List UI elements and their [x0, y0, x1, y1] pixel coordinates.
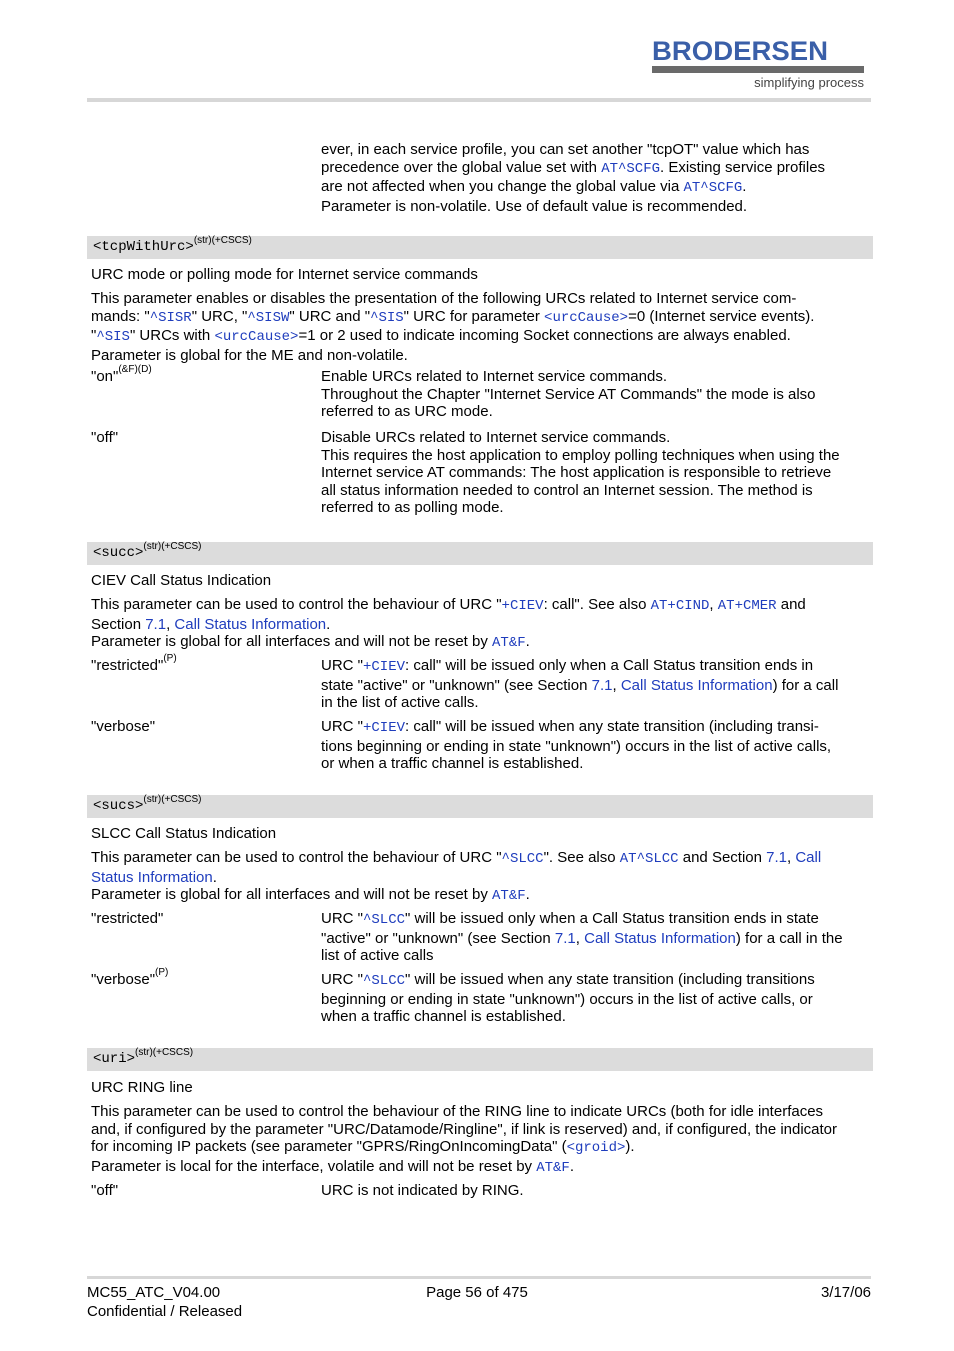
link-at-f[interactable]: AT&F: [492, 635, 526, 651]
link-at-f[interactable]: AT&F: [536, 1159, 570, 1176]
param-title: URC RING line: [91, 1079, 193, 1096]
text-line: ever, in each service profile, you can set another "tcpOT" value which has: [321, 141, 810, 158]
param-name: <succ>$^{(str)(+CSCS)}$: [93, 541, 202, 561]
logo-wordmark: BRODERSEN: [652, 36, 828, 66]
value-label-restricted: "restricted": [91, 910, 164, 927]
link-at-cmer[interactable]: AT+CMER: [717, 598, 777, 614]
value-label-restricted: "restricted"$^{(P)}$: [91, 653, 177, 674]
logo-underline-bar: [652, 66, 864, 73]
link-ciev[interactable]: +CIEV: [363, 720, 406, 736]
value-description-verbose: URC "+CIEV: call" will be issued when any state transition (including transi- tions beginning or ending in state "unknown") occurs in the list of active calls, or when a traffic channel is established.: [321, 718, 832, 772]
link-sis[interactable]: ^SIS: [370, 309, 404, 326]
link-urccause[interactable]: <urcCause>: [214, 329, 299, 345]
link-slcc[interactable]: ^SLCC: [501, 851, 544, 867]
link-section-7-1[interactable]: 7.1: [145, 615, 167, 633]
link-urccause[interactable]: <urcCause>: [544, 309, 629, 326]
footer-date: 3/17/06: [820, 1284, 871, 1301]
param-description: This parameter enables or disables the presentation of the following URCs related to Internet service com- mands: "^SISR" URC, "^SISW" URC and "^SIS" URC for parameter <urcCause>=0 (Internet service events). "^SIS" URCs with <urcCause>=1 or 2 used to indicate incoming Socket connections are always enabled. Parameter is global for the ME and non-volatile.: [91, 290, 815, 364]
brand-logo: [652, 37, 867, 90]
logo-tagline: simplifying process: [754, 75, 864, 90]
link-groid[interactable]: <groid>: [566, 1140, 626, 1156]
param-title: CIEV Call Status Indication: [91, 572, 272, 589]
link-call-status-information[interactable]: Call Status Information: [584, 929, 736, 947]
param-name: <uri>$^{(str)(+CSCS)}$: [93, 1047, 194, 1067]
value-label-on: "on"$^{(\&F)(D)}$: [91, 364, 152, 385]
text-line: precedence over the global value set with AT^SCFG. Existing service profiles: [321, 158, 826, 177]
param-name: <tcpWithUrc>$^{(str)(+CSCS)}$: [93, 235, 252, 255]
link-call-status-information[interactable]: Status Information: [91, 868, 213, 886]
param-description: This parameter can be used to control the behaviour of URC "^SLCC". See also AT^SLCC and Section 7.1, Call Status Information. Parameter is global for all interfaces and will not be reset by AT&F.: [91, 849, 822, 904]
value-description-off: URC is not indicated by RING.: [321, 1182, 524, 1199]
intro-paragraph: [321, 141, 871, 215]
link-at-slcc[interactable]: AT^SLCC: [619, 851, 679, 867]
link-sisr[interactable]: ^SISR: [149, 309, 192, 326]
link-sis[interactable]: ^SIS: [96, 329, 130, 345]
footer-status: Confidential / Released: [87, 1303, 243, 1320]
param-header-sucs: [87, 795, 873, 818]
param-title: URC mode or polling mode for Internet service commands: [91, 266, 478, 283]
link-slcc[interactable]: ^SLCC: [363, 973, 406, 989]
link-sisw[interactable]: ^SISW: [247, 309, 290, 326]
param-description: This parameter can be used to control the behaviour of URC "+CIEV: call". See also AT+CIND, AT+CMER and Section 7.1, Call Status Information. Parameter is global for all interfaces and will not be reset by AT&F.: [91, 596, 806, 651]
text-line: are not affected when you change the global value via AT^SCFG.: [321, 178, 747, 196]
param-name: <sucs>$^{(str)(+CSCS)}$: [93, 794, 202, 814]
value-label-verbose: "verbose"$^{(P)}$: [91, 967, 169, 988]
link-section-7-1[interactable]: 7.1: [591, 676, 613, 694]
footer-doc-id: MC55_ATC_V04.00: [87, 1284, 221, 1301]
link-ciev[interactable]: +CIEV: [363, 659, 406, 675]
footer-divider: [87, 1276, 871, 1279]
param-header-succ: [87, 542, 873, 565]
link-at-f[interactable]: AT&F: [492, 888, 526, 904]
link-ciev[interactable]: +CIEV: [501, 598, 544, 614]
value-label-off: "off": [91, 1182, 119, 1199]
value-description-on: Enable URCs related to Internet service commands. Throughout the Chapter "Internet Service AT Commands" the mode is also referred to as URC mode.: [321, 368, 816, 420]
link-call-status-information[interactable]: Call Status Information: [174, 615, 327, 633]
value-description-verbose: URC "^SLCC" will be issued when any state transition (including transitions beginning or ending in state "unknown") occurs in the list of active calls, or when a traffic channel is established.: [321, 971, 815, 1025]
link-at-scfg[interactable]: AT^SCFG: [683, 180, 743, 196]
link-at-scfg[interactable]: AT^SCFG: [601, 160, 660, 177]
footer-page-number: Page 56 of 475: [426, 1284, 528, 1301]
param-title: SLCC Call Status Indication: [91, 825, 277, 842]
text-line: Parameter is non-volatile. Use of default value is recommended.: [321, 197, 748, 215]
link-section-7-1[interactable]: 7.1: [554, 929, 576, 947]
param-header-tcpwithurc: [87, 236, 873, 259]
link-at-cind[interactable]: AT+CIND: [650, 598, 710, 614]
value-description-off: Disable URCs related to Internet service commands. This requires the host application to employ polling techniques when using the Internet service AT commands: The host application is responsible to retrieve all status information needed to control an Internet session. The method is referred to as polling mode.: [321, 429, 840, 516]
value-description-restricted: URC "^SLCC" will be issued only when a Call Status transition ends in state "active" or "unknown" (see Section 7.1, Call Status Information) for a call in the list of active calls: [321, 910, 843, 964]
param-header-uri: [87, 1048, 873, 1071]
header-divider: [87, 98, 871, 102]
link-call-status-information[interactable]: Call Status Information: [620, 676, 773, 694]
value-label-verbose: "verbose": [91, 718, 156, 735]
param-description: This parameter can be used to control the behaviour of the RING line to indicate URCs (both for idle interfaces and, if configured by the parameter "URC/Datamode/Ringline", if link is reserved) and, if configured, the indicator for incoming IP packets (see parameter "GPRS/RingOnIncomingData" (<groid>). Parameter is local for the interface, volatile and will not be reset by AT&F.: [91, 1103, 838, 1176]
link-section-7-1[interactable]: 7.1: [766, 849, 787, 866]
link-call-status-information[interactable]: Call: [795, 849, 822, 866]
value-description-restricted: URC "+CIEV: call" will be issued only when a Call Status transition ends in state "active" or "unknown" (see Section 7.1, Call Status Information) for a call in the list of active calls.: [321, 657, 839, 711]
value-label-off: "off": [91, 429, 119, 446]
link-slcc[interactable]: ^SLCC: [363, 912, 406, 928]
